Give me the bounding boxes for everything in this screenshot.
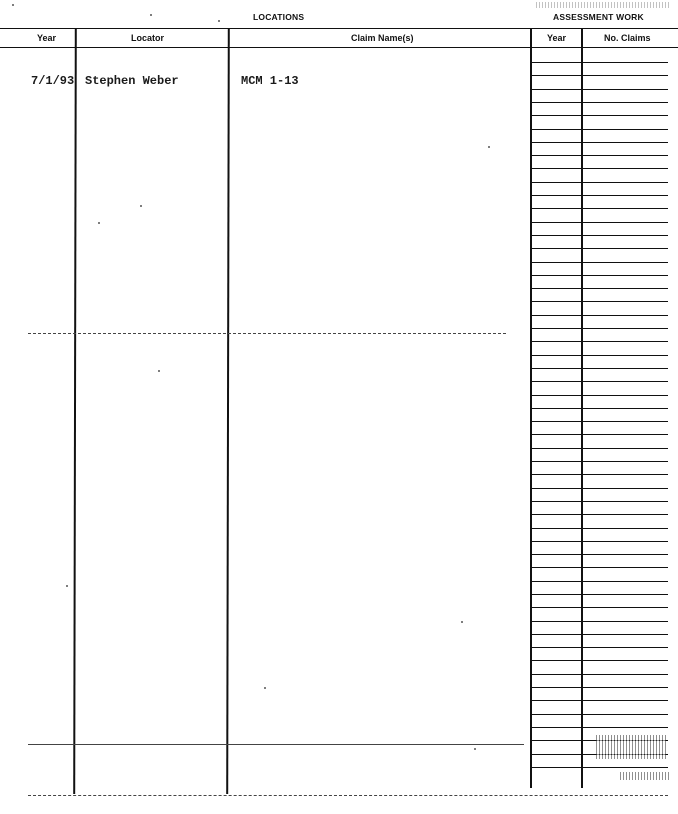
assessment-work-row-line <box>532 222 668 223</box>
entry-year: 7/1/93 <box>31 74 75 88</box>
assessment-work-row-line <box>532 714 668 715</box>
column-header-locator: Locator <box>131 33 165 43</box>
assessment-work-row-line <box>532 315 668 316</box>
column-header-no-claims: No. Claims <box>604 33 651 43</box>
assessment-work-row-line <box>532 501 668 502</box>
assessment-work-row-line <box>532 208 668 209</box>
assessment-work-row-line <box>532 567 668 568</box>
assessment-work-row-line <box>532 288 668 289</box>
scan-dash-line-bottom <box>28 795 668 797</box>
assessment-work-row-line <box>532 674 668 675</box>
scan-dash-line-mid <box>28 333 506 335</box>
assessment-work-row-line <box>532 687 668 688</box>
assessment-work-row-line <box>532 660 668 661</box>
column-header-claim-names: Claim Name(s) <box>351 33 414 43</box>
speck <box>66 585 68 587</box>
assessment-work-row-line <box>532 647 668 648</box>
assessment-work-row-line <box>532 461 668 462</box>
assessment-work-section-title: ASSESSMENT WORK <box>553 12 644 22</box>
assessment-work-row-line <box>532 434 668 435</box>
assessment-work-row-line <box>532 168 668 169</box>
assessment-work-row-line <box>532 554 668 555</box>
speck <box>140 205 142 207</box>
header-top-rule <box>0 28 678 29</box>
assessment-work-row-line <box>532 262 668 263</box>
assessment-work-row-line <box>532 514 668 515</box>
speck <box>150 14 152 16</box>
column-header-year: Year <box>37 33 57 43</box>
divider-locator-claim <box>226 28 229 794</box>
divider-year-locator <box>73 28 76 794</box>
scan-dash-line-lower <box>28 744 524 746</box>
assessment-work-row-line <box>532 607 668 608</box>
assessment-work-row-line <box>532 115 668 116</box>
assessment-work-row-line <box>532 275 668 276</box>
assessment-work-row-line <box>532 474 668 475</box>
scan-smudge-2 <box>620 772 670 780</box>
assessment-work-row-line <box>532 541 668 542</box>
assessment-work-row-line <box>532 75 668 76</box>
speck <box>474 748 476 750</box>
assessment-work-row-line <box>532 528 668 529</box>
assessment-work-row-line <box>532 155 668 156</box>
assessment-work-row-line <box>532 195 668 196</box>
speck <box>461 621 463 623</box>
entry-locator: Stephen Weber <box>85 74 179 88</box>
assessment-work-row-line <box>532 395 668 396</box>
speck <box>12 4 14 6</box>
assessment-work-row-line <box>532 89 668 90</box>
assessment-work-row-line <box>532 341 668 342</box>
scan-smudge-3 <box>536 2 670 8</box>
column-header-aw-year: Year <box>547 33 567 43</box>
speck <box>158 370 160 372</box>
assessment-work-row-line <box>532 581 668 582</box>
assessment-work-row-line <box>532 355 668 356</box>
assessment-work-row-line <box>532 381 668 382</box>
assessment-work-row-line <box>532 594 668 595</box>
assessment-work-row-line <box>532 248 668 249</box>
assessment-work-row-line <box>532 421 668 422</box>
assessment-work-row-line <box>532 235 668 236</box>
assessment-work-row-line <box>532 142 668 143</box>
assessment-work-row-line <box>532 621 668 622</box>
assessment-work-row-line <box>532 448 668 449</box>
speck <box>488 146 490 148</box>
assessment-work-row-line <box>532 328 668 329</box>
assessment-work-row-line <box>532 301 668 302</box>
assessment-work-row-line <box>532 102 668 103</box>
assessment-work-row-line <box>532 182 668 183</box>
entry-claim-name: MCM 1-13 <box>241 74 299 88</box>
speck <box>264 687 266 689</box>
assessment-work-row-line <box>532 129 668 130</box>
assessment-work-row-line <box>532 62 668 63</box>
assessment-work-row-line <box>532 408 668 409</box>
assessment-work-row-line <box>532 700 668 701</box>
speck <box>218 20 220 22</box>
assessment-work-row-line <box>532 368 668 369</box>
assessment-work-row-line <box>532 634 668 635</box>
locations-section-title: LOCATIONS <box>253 12 305 22</box>
assessment-work-row-line <box>532 488 668 489</box>
scan-smudge-1 <box>596 735 666 759</box>
assessment-work-row-line <box>532 767 668 768</box>
header-bottom-rule <box>0 47 678 48</box>
assessment-work-row-line <box>532 727 668 728</box>
speck <box>98 222 100 224</box>
